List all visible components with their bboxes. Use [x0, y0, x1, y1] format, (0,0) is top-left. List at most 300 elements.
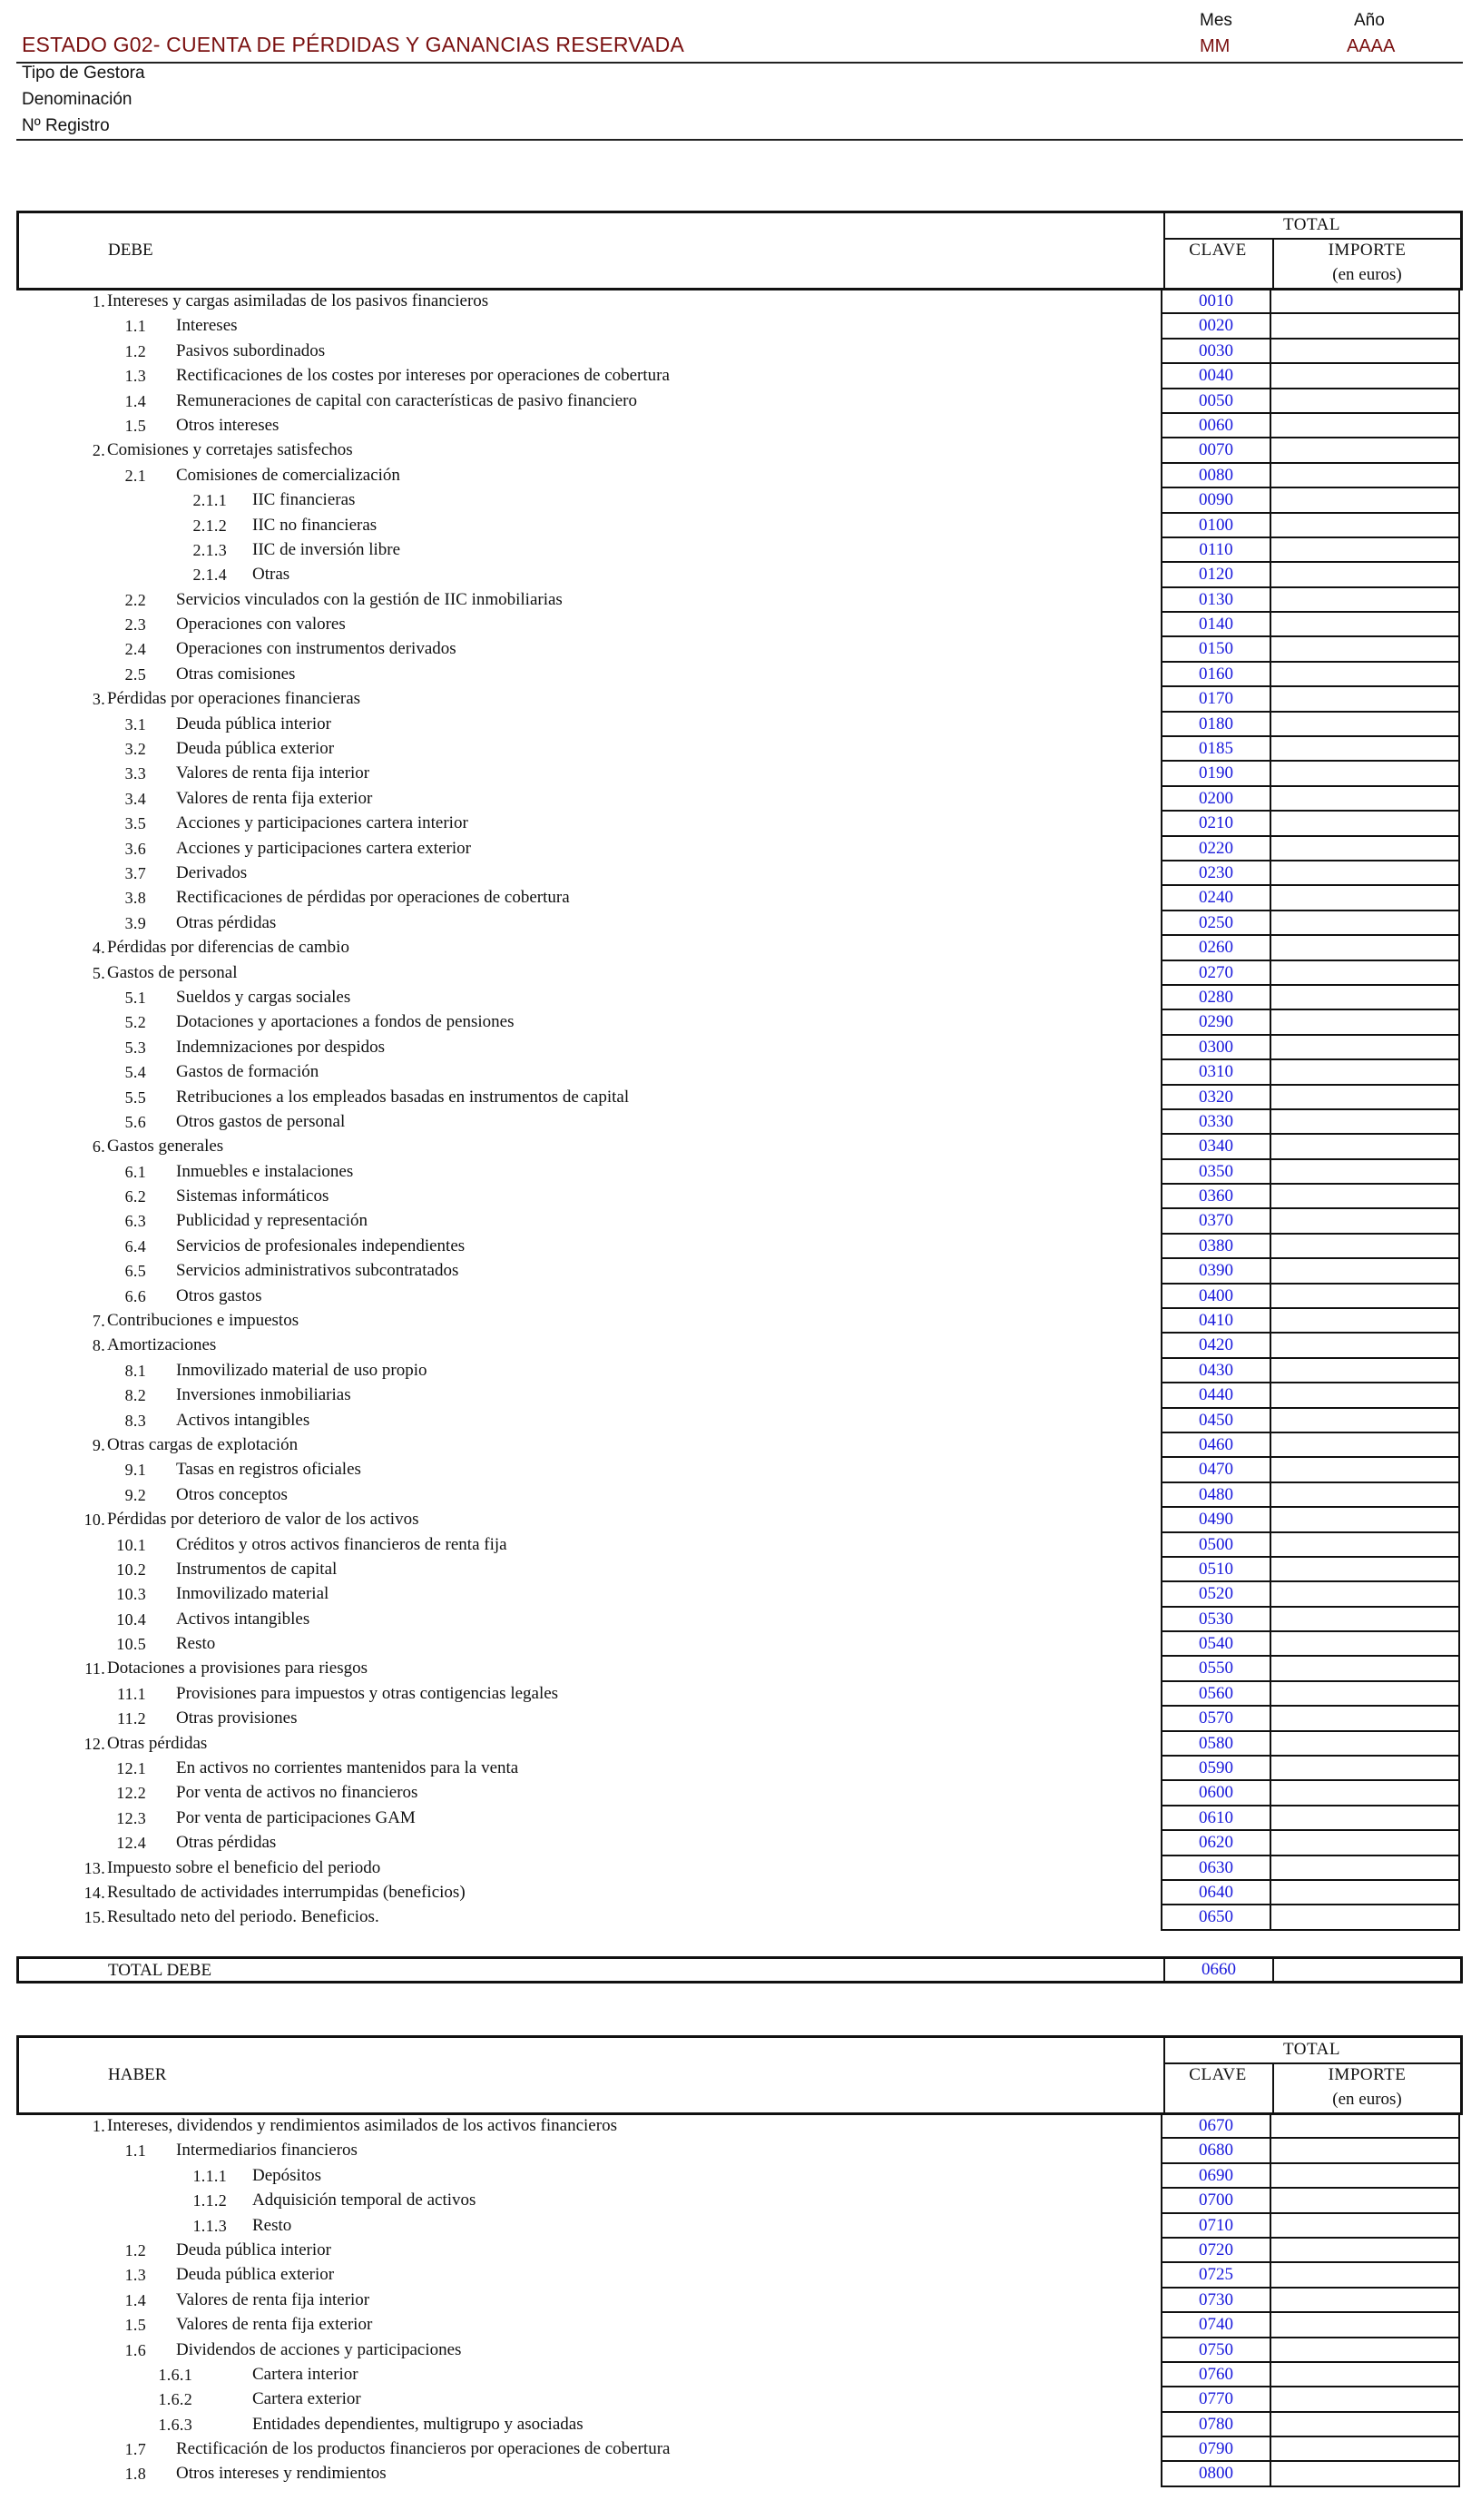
- importe-cell[interactable]: [1270, 314, 1460, 339]
- row-clave: 0730: [1161, 2289, 1271, 2313]
- row-clave: 0230: [1161, 861, 1271, 886]
- row-label: IIC no financieras: [252, 515, 378, 535]
- row-label: Inmovilizado material: [176, 1584, 329, 1604]
- importe-cell[interactable]: [1270, 961, 1460, 986]
- row-clave: 0170: [1161, 687, 1271, 712]
- row-clave: 0540: [1161, 1632, 1271, 1657]
- haber-table-header: [16, 2035, 1463, 2115]
- row-number: 3.4: [124, 789, 146, 808]
- row-number: 3.6: [124, 839, 146, 858]
- row-number: 1.5: [124, 2316, 146, 2335]
- importe-cell[interactable]: [1270, 663, 1460, 687]
- row-number: 12.3: [116, 1808, 146, 1827]
- row-clave: 0260: [1161, 936, 1271, 960]
- row-number: 3.8: [124, 889, 146, 908]
- importe-cell[interactable]: [1270, 613, 1460, 637]
- row-number: 1.3: [124, 367, 146, 386]
- row-number: 8.: [92, 1336, 105, 1355]
- importe-cell[interactable]: [1270, 2239, 1460, 2263]
- importe-cell[interactable]: [1270, 1383, 1460, 1408]
- table-row: [16, 1409, 1463, 1433]
- row-label: Gastos de formación: [176, 1062, 319, 1082]
- importe-cell[interactable]: [1270, 637, 1460, 662]
- debe-rows: [16, 290, 1463, 1931]
- importe-cell[interactable]: [1270, 364, 1460, 389]
- row-clave: 0610: [1161, 1806, 1271, 1831]
- row-label: Dividendos de acciones y participaciones: [176, 2339, 462, 2359]
- row-number: 3.1: [124, 714, 146, 733]
- row-clave: 0560: [1161, 1682, 1271, 1707]
- importe-cell[interactable]: [1270, 986, 1460, 1010]
- row-number: 14.: [83, 1884, 105, 1902]
- haber-label: HABER: [108, 2065, 167, 2084]
- table-row: [16, 1508, 1463, 1532]
- year-value[interactable]: AAAA: [1347, 36, 1396, 56]
- importe-cell[interactable]: [1270, 1558, 1460, 1582]
- row-label: Sistemas informáticos: [176, 1186, 329, 1206]
- row-label: Acciones y participaciones cartera exterior: [176, 838, 471, 858]
- importe-cell[interactable]: [1270, 936, 1460, 960]
- row-number: 3.9: [124, 913, 146, 932]
- importe-cell[interactable]: [1270, 2189, 1460, 2213]
- table-row: [16, 588, 1463, 613]
- row-number: 1.6: [124, 2340, 146, 2359]
- importe-cell[interactable]: [1270, 1856, 1460, 1881]
- importe-cell[interactable]: [1270, 1433, 1460, 1458]
- importe-cell[interactable]: [1270, 2114, 1460, 2139]
- importe-cell[interactable]: [1270, 2289, 1460, 2313]
- row-label: Comisiones de comercialización: [176, 465, 400, 485]
- row-clave: 0010: [1161, 290, 1271, 314]
- table-row: [16, 1632, 1463, 1657]
- row-label: Pérdidas por deterioro de valor de los activos: [107, 1510, 419, 1530]
- importe-cell[interactable]: [1270, 1831, 1460, 1856]
- importe-cell[interactable]: [1270, 1806, 1460, 1831]
- total-debe-row: [16, 1956, 1463, 1984]
- importe-cell[interactable]: [1270, 2462, 1460, 2486]
- importe-cell[interactable]: [1270, 438, 1460, 463]
- row-label: Operaciones con valores: [176, 615, 346, 635]
- importe-cell[interactable]: [1270, 1285, 1460, 1309]
- row-clave: 0330: [1161, 1110, 1271, 1135]
- importe-cell[interactable]: [1270, 1608, 1460, 1632]
- table-row: [16, 1433, 1463, 1458]
- row-label: Valores de renta fija interior: [176, 2289, 370, 2309]
- table-row: [16, 1533, 1463, 1558]
- header-divider-top: [16, 62, 1463, 64]
- importe-cell[interactable]: [1270, 1185, 1460, 1209]
- row-number: 1.3: [124, 2266, 146, 2285]
- row-clave: 0390: [1161, 1259, 1271, 1284]
- importe-cell[interactable]: [1270, 340, 1460, 364]
- row-label: Acciones y participaciones cartera interior: [176, 813, 468, 833]
- row-number: 2.1.3: [192, 540, 227, 559]
- importe-header: IMPORTE: [1328, 2065, 1407, 2084]
- table-row: [16, 1259, 1463, 1284]
- row-number: 2.4: [124, 640, 146, 659]
- row-number: 10.3: [116, 1585, 146, 1604]
- row-clave: 0620: [1161, 1831, 1271, 1856]
- importe-cell[interactable]: [1270, 464, 1460, 488]
- row-clave: 0120: [1161, 563, 1271, 587]
- row-clave: 0310: [1161, 1060, 1271, 1085]
- importe-cell[interactable]: [1270, 1458, 1460, 1482]
- row-label: Otros gastos de personal: [176, 1111, 346, 1131]
- importe-cell[interactable]: [1270, 290, 1460, 314]
- table-row: [16, 2164, 1463, 2189]
- row-number: 2.2: [124, 590, 146, 609]
- importe-cell[interactable]: [1270, 1533, 1460, 1558]
- importe-cell[interactable]: [1270, 1060, 1460, 1085]
- row-number: 5.: [92, 963, 105, 982]
- row-number: 1.6.3: [158, 2415, 192, 2434]
- row-label: Resultado neto del periodo. Beneficios.: [107, 1907, 379, 1927]
- row-number: 6.6: [124, 1286, 146, 1305]
- table-row: [16, 637, 1463, 662]
- row-number: 8.3: [124, 1411, 146, 1430]
- row-label: Otros intereses: [176, 415, 280, 435]
- row-label: Créditos y otros activos financieros de renta fija: [176, 1534, 507, 1554]
- row-clave: 0250: [1161, 911, 1271, 936]
- row-label: Sueldos y cargas sociales: [176, 987, 351, 1007]
- row-clave: 0470: [1161, 1458, 1271, 1482]
- row-clave: 0290: [1161, 1010, 1271, 1035]
- importe-cell[interactable]: [1270, 1582, 1460, 1607]
- row-number: 12.1: [116, 1759, 146, 1778]
- row-number: 3.3: [124, 764, 146, 783]
- row-clave: 0185: [1161, 737, 1271, 762]
- row-label: Valores de renta fija exterior: [176, 788, 373, 808]
- row-number: 1.6.2: [158, 2390, 192, 2409]
- month-label: Mes: [1200, 11, 1232, 30]
- row-clave: 0210: [1161, 812, 1271, 836]
- importe-header: IMPORTE: [1328, 241, 1407, 260]
- row-label: Depósitos: [252, 2165, 321, 2185]
- row-number: 3.: [92, 690, 105, 709]
- table-row: [16, 1856, 1463, 1881]
- importe-cell[interactable]: [1270, 1508, 1460, 1532]
- importe-cell[interactable]: [1270, 1483, 1460, 1508]
- importe-cell[interactable]: [1270, 488, 1460, 513]
- table-row: [16, 514, 1463, 538]
- importe-cell[interactable]: [1270, 1259, 1460, 1284]
- importe-cell[interactable]: [1270, 588, 1460, 613]
- row-label: Activos intangibles: [176, 1410, 310, 1430]
- table-row: [16, 762, 1463, 786]
- importe-cell[interactable]: [1270, 1309, 1460, 1334]
- row-clave: 0700: [1161, 2189, 1271, 2213]
- row-clave: 0450: [1161, 1409, 1271, 1433]
- row-clave: 0080: [1161, 464, 1271, 488]
- row-label: Otras cargas de explotación: [107, 1434, 299, 1454]
- row-label: Cartera exterior: [252, 2389, 361, 2409]
- row-label: Otras: [252, 565, 290, 585]
- total-header: TOTAL: [1283, 215, 1340, 234]
- importe-cell[interactable]: [1270, 1010, 1460, 1035]
- importe-cell[interactable]: [1270, 414, 1460, 438]
- table-row: [16, 687, 1463, 712]
- month-value[interactable]: MM: [1200, 36, 1231, 56]
- row-clave: 0520: [1161, 1582, 1271, 1607]
- row-clave: 0110: [1161, 538, 1271, 563]
- row-clave: 0240: [1161, 886, 1271, 911]
- row-number: 5.2: [124, 1013, 146, 1032]
- importe-cell[interactable]: [1270, 911, 1460, 936]
- row-label: Pérdidas por operaciones financieras: [107, 689, 361, 709]
- row-number: 2.1.1: [192, 491, 227, 510]
- importe-cell[interactable]: [1270, 1110, 1460, 1135]
- row-clave: 0670: [1161, 2114, 1271, 2139]
- importe-cell[interactable]: [1270, 1781, 1460, 1806]
- total-debe-clave: 0660: [1163, 1956, 1274, 1984]
- importe-cell[interactable]: [1270, 1657, 1460, 1681]
- importe-cell[interactable]: [1270, 389, 1460, 414]
- table-row: [16, 364, 1463, 389]
- clave-header: CLAVE: [1189, 2065, 1247, 2084]
- table-row: [16, 911, 1463, 936]
- row-label: Otros conceptos: [176, 1484, 288, 1504]
- importe-cell[interactable]: [1270, 1209, 1460, 1234]
- row-clave: 0740: [1161, 2313, 1271, 2338]
- row-number: 2.: [92, 441, 105, 460]
- importe-cell[interactable]: [1270, 1160, 1460, 1185]
- row-clave: 0530: [1161, 1608, 1271, 1632]
- row-number: 1.6.1: [158, 2365, 192, 2384]
- importe-cell[interactable]: [1270, 762, 1460, 786]
- importe-cell[interactable]: [1270, 1707, 1460, 1731]
- importe-cell[interactable]: [1270, 2437, 1460, 2462]
- importe-cell[interactable]: [1270, 2413, 1460, 2437]
- importe-cell[interactable]: [1270, 861, 1460, 886]
- importe-cell[interactable]: [1270, 2164, 1460, 2189]
- row-label: Rectificación de los productos financieros por operaciones de cobertura: [176, 2439, 671, 2459]
- importe-cell[interactable]: [1270, 1905, 1460, 1930]
- row-label: Otras pérdidas: [107, 1733, 208, 1753]
- table-row: [16, 713, 1463, 737]
- row-clave: 0650: [1161, 1905, 1271, 1930]
- row-label: Deuda pública interior: [176, 714, 331, 733]
- row-clave: 0190: [1161, 762, 1271, 786]
- importe-cell[interactable]: [1270, 1409, 1460, 1433]
- importe-cell[interactable]: [1270, 2338, 1460, 2363]
- table-row: [16, 464, 1463, 488]
- importe-cell[interactable]: [1270, 2363, 1460, 2387]
- importe-cell[interactable]: [1270, 1036, 1460, 1060]
- row-clave: 0020: [1161, 314, 1271, 339]
- row-label: Impuesto sobre el beneficio del periodo: [107, 1857, 381, 1877]
- row-label: Publicidad y representación: [176, 1211, 368, 1231]
- importe-cell[interactable]: [1270, 2313, 1460, 2338]
- row-number: 2.3: [124, 615, 146, 635]
- row-label: Activos intangibles: [176, 1609, 310, 1629]
- row-label: Otras pérdidas: [176, 1833, 277, 1853]
- row-clave: 0070: [1161, 438, 1271, 463]
- importe-cell[interactable]: [1270, 1334, 1460, 1358]
- row-number: 2.1.2: [192, 516, 227, 535]
- importe-cell[interactable]: [1270, 1732, 1460, 1757]
- table-row: [16, 2363, 1463, 2387]
- row-clave: 0160: [1161, 663, 1271, 687]
- row-clave: 0220: [1161, 837, 1271, 861]
- table-row: [16, 2338, 1463, 2363]
- row-label: Rectificaciones de pérdidas por operaciones de cobertura: [176, 888, 570, 908]
- row-label: Valores de renta fija interior: [176, 763, 370, 783]
- row-clave: 0340: [1161, 1135, 1271, 1159]
- row-number: 1.2: [124, 341, 146, 360]
- row-label: Servicios vinculados con la gestión de IIC inmobiliarias: [176, 589, 563, 609]
- row-number: 1.1: [124, 317, 146, 336]
- row-label: Remuneraciones de capital con características de pasivo financiero: [176, 390, 638, 410]
- row-number: 5.5: [124, 1088, 146, 1107]
- table-row: [16, 1881, 1463, 1905]
- row-label: Otros intereses y rendimientos: [176, 2464, 387, 2484]
- row-number: 10.4: [116, 1609, 146, 1629]
- row-number: 1.: [92, 292, 105, 310]
- importe-cell[interactable]: [1270, 713, 1460, 737]
- row-label: Valores de renta fija exterior: [176, 2315, 373, 2335]
- row-label: Deuda pública interior: [176, 2239, 331, 2259]
- table-row: [16, 1309, 1463, 1334]
- row-label: Inmuebles e instalaciones: [176, 1161, 354, 1181]
- row-number: 10.: [83, 1511, 105, 1530]
- table-row: [16, 2189, 1463, 2213]
- row-number: 6.5: [124, 1262, 146, 1281]
- row-number: 6.: [92, 1137, 105, 1157]
- row-number: 2.1.4: [192, 566, 227, 585]
- table-row: [16, 1558, 1463, 1582]
- importe-cell[interactable]: [1270, 563, 1460, 587]
- row-label: Deuda pública exterior: [176, 739, 335, 759]
- importe-cell[interactable]: [1270, 687, 1460, 712]
- row-label: Intermediarios financieros: [176, 2141, 358, 2161]
- table-row: [16, 1285, 1463, 1309]
- importe-cell[interactable]: [1270, 1135, 1460, 1159]
- field-registro: Nº Registro: [22, 116, 110, 135]
- row-number: 1.8: [124, 2465, 146, 2484]
- row-label: Gastos de personal: [107, 962, 238, 982]
- row-label: Por venta de activos no financieros: [176, 1783, 418, 1803]
- row-label: Indemnizaciones por despidos: [176, 1037, 386, 1057]
- importe-cell[interactable]: [1270, 514, 1460, 538]
- row-label: Resto: [176, 1634, 216, 1654]
- importe-cell[interactable]: [1270, 538, 1460, 563]
- row-label: Instrumentos de capital: [176, 1559, 338, 1579]
- row-number: 5.1: [124, 988, 146, 1007]
- importe-cell[interactable]: [1270, 2214, 1460, 2239]
- row-label: Servicios administrativos subcontratados: [176, 1261, 459, 1281]
- row-number: 5.6: [124, 1112, 146, 1131]
- importe-cell[interactable]: [1270, 2387, 1460, 2412]
- table-row: [16, 1732, 1463, 1757]
- table-row: [16, 837, 1463, 861]
- table-row: [16, 340, 1463, 364]
- row-clave: 0640: [1161, 1881, 1271, 1905]
- table-row: [16, 613, 1463, 637]
- row-clave: 0725: [1161, 2263, 1271, 2288]
- importe-cell[interactable]: [1270, 787, 1460, 812]
- row-clave: 0180: [1161, 713, 1271, 737]
- row-clave: 0400: [1161, 1285, 1271, 1309]
- importe-cell[interactable]: [1270, 1632, 1460, 1657]
- row-clave: 0360: [1161, 1185, 1271, 1209]
- row-number: 4.: [92, 939, 105, 958]
- row-number: 3.7: [124, 863, 146, 882]
- table-row: [16, 1608, 1463, 1632]
- importe-cell[interactable]: [1270, 837, 1460, 861]
- row-clave: 0800: [1161, 2462, 1271, 2486]
- table-row: [16, 663, 1463, 687]
- row-label: Intereses, dividendos y rendimientos asimilados de los activos financieros: [107, 2116, 617, 2135]
- field-tipo-gestora: Tipo de Gestora: [22, 64, 145, 83]
- importe-cell[interactable]: [1270, 886, 1460, 911]
- row-label: Otras pérdidas: [176, 912, 277, 932]
- row-number: 12.2: [116, 1784, 146, 1803]
- row-label: Resultado de actividades interrumpidas (beneficios): [107, 1883, 466, 1902]
- importe-cell[interactable]: [1270, 1881, 1460, 1905]
- row-label: Pasivos subordinados: [176, 340, 326, 360]
- table-row: [16, 538, 1463, 563]
- table-row: [16, 1781, 1463, 1806]
- table-row: [16, 1359, 1463, 1383]
- row-clave: 0480: [1161, 1483, 1271, 1508]
- row-clave: 0750: [1161, 2338, 1271, 2363]
- importe-cell[interactable]: [1270, 737, 1460, 762]
- table-row: [16, 1707, 1463, 1731]
- row-clave: 0460: [1161, 1433, 1271, 1458]
- row-number: 12.: [83, 1734, 105, 1753]
- importe-cell[interactable]: [1270, 1086, 1460, 1110]
- row-clave: 0770: [1161, 2387, 1271, 2412]
- row-clave: 0350: [1161, 1160, 1271, 1185]
- row-label: Pérdidas por diferencias de cambio: [107, 938, 349, 958]
- importe-cell[interactable]: [1270, 1235, 1460, 1259]
- row-number: 10.5: [116, 1635, 146, 1654]
- row-number: 6.3: [124, 1212, 146, 1231]
- row-clave: 0140: [1161, 613, 1271, 637]
- row-label: Comisiones y corretajes satisfechos: [107, 440, 353, 460]
- table-row: [16, 314, 1463, 339]
- table-row: [16, 961, 1463, 986]
- row-number: 1.1.2: [192, 2191, 227, 2210]
- importe-cell[interactable]: [1270, 1682, 1460, 1707]
- row-number: 7.: [92, 1312, 105, 1331]
- row-clave: 0410: [1161, 1309, 1271, 1334]
- row-number: 1.7: [124, 2440, 146, 2459]
- field-denominacion: Denominación: [22, 90, 132, 109]
- euros-header: (en euros): [1332, 265, 1402, 284]
- table-row: [16, 1582, 1463, 1607]
- row-label: Rectificaciones de los costes por intereses por operaciones de cobertura: [176, 366, 670, 386]
- row-clave: 0510: [1161, 1558, 1271, 1582]
- table-row: [16, 1383, 1463, 1408]
- importe-cell[interactable]: [1270, 812, 1460, 836]
- importe-cell[interactable]: [1270, 2139, 1460, 2163]
- total-divider: [1163, 2062, 1460, 2064]
- row-label: Contribuciones e impuestos: [107, 1311, 299, 1331]
- row-clave: 0150: [1161, 637, 1271, 662]
- importe-cell[interactable]: [1270, 1359, 1460, 1383]
- row-clave: 0550: [1161, 1657, 1271, 1681]
- importe-cell[interactable]: [1270, 1757, 1460, 1781]
- table-row: [16, 812, 1463, 836]
- row-clave: 0600: [1161, 1781, 1271, 1806]
- importe-cell[interactable]: [1270, 2263, 1460, 2288]
- row-number: 3.2: [124, 740, 146, 759]
- table-row: [16, 2462, 1463, 2486]
- row-label: Gastos generales: [107, 1137, 224, 1157]
- row-number: 6.2: [124, 1187, 146, 1206]
- row-number: 8.2: [124, 1386, 146, 1405]
